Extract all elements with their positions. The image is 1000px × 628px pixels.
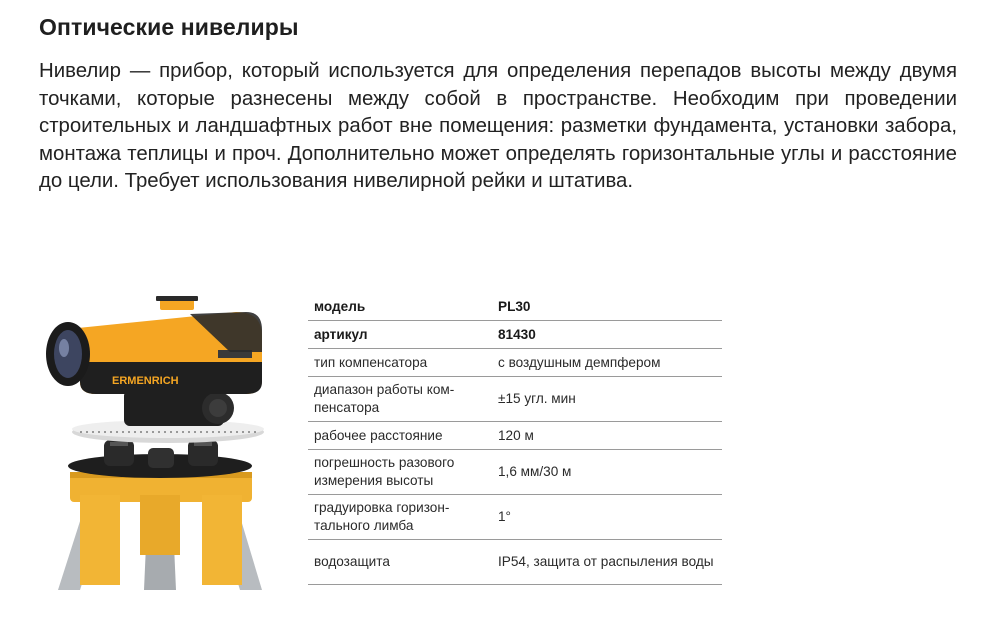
spec-row-working-distance <box>308 422 722 450</box>
optical-level-image <box>40 290 280 590</box>
spec-label: модель <box>308 293 492 321</box>
spec-row-compensator-type <box>308 349 722 377</box>
spec-label: артикул <box>308 321 492 349</box>
specifications-table <box>308 293 722 585</box>
spec-value: 120 м <box>492 422 722 450</box>
spec-label: погрешность разового измерения высоты <box>308 450 492 495</box>
spec-label: водозащита <box>308 540 492 585</box>
spec-label: рабочее расстояние <box>308 422 492 450</box>
spec-row-circle-graduation <box>308 495 722 540</box>
spec-value: PL30 <box>492 293 722 321</box>
spec-row-compensator-range <box>308 377 722 422</box>
spec-value: IP54, защита от распыления воды <box>492 540 722 585</box>
spec-label: тип компенсатора <box>308 349 492 377</box>
page-title: Оптические нивелиры <box>39 14 299 40</box>
spec-value: с воздушным демпфером <box>492 349 722 377</box>
description-paragraph: Нивелир — прибор, который используется для определения перепадов высоты между двумя точками, которые разнесены между собой в пространстве. Необходим при проведении строительных и ландшафтных работ вне помещения: разметки фундамента, установки забора, монтажа теплицы и проч. Дополнительно может определять горизонтальные углы и расстояние до цели. Требует использования нивелирной рейки и штатива. <box>39 60 957 193</box>
spec-row-water-protection <box>308 540 722 585</box>
spec-value: 1° <box>492 495 722 540</box>
spec-row-accuracy <box>308 450 722 495</box>
spec-value: 1,6 мм/30 м <box>492 450 722 495</box>
objective-lens-icon <box>46 322 90 386</box>
leveling-base <box>68 440 252 478</box>
spec-label: градуировка горизон-тального лимба <box>308 495 492 540</box>
spec-label: диапазон работы ком-пенсатора <box>308 377 492 422</box>
spec-value: 81430 <box>492 321 722 349</box>
spec-row-model <box>308 293 722 321</box>
spec-value: ±15 угл. мин <box>492 377 722 422</box>
spec-row-article <box>308 321 722 349</box>
brand-label: ERMENRICH <box>112 375 179 387</box>
